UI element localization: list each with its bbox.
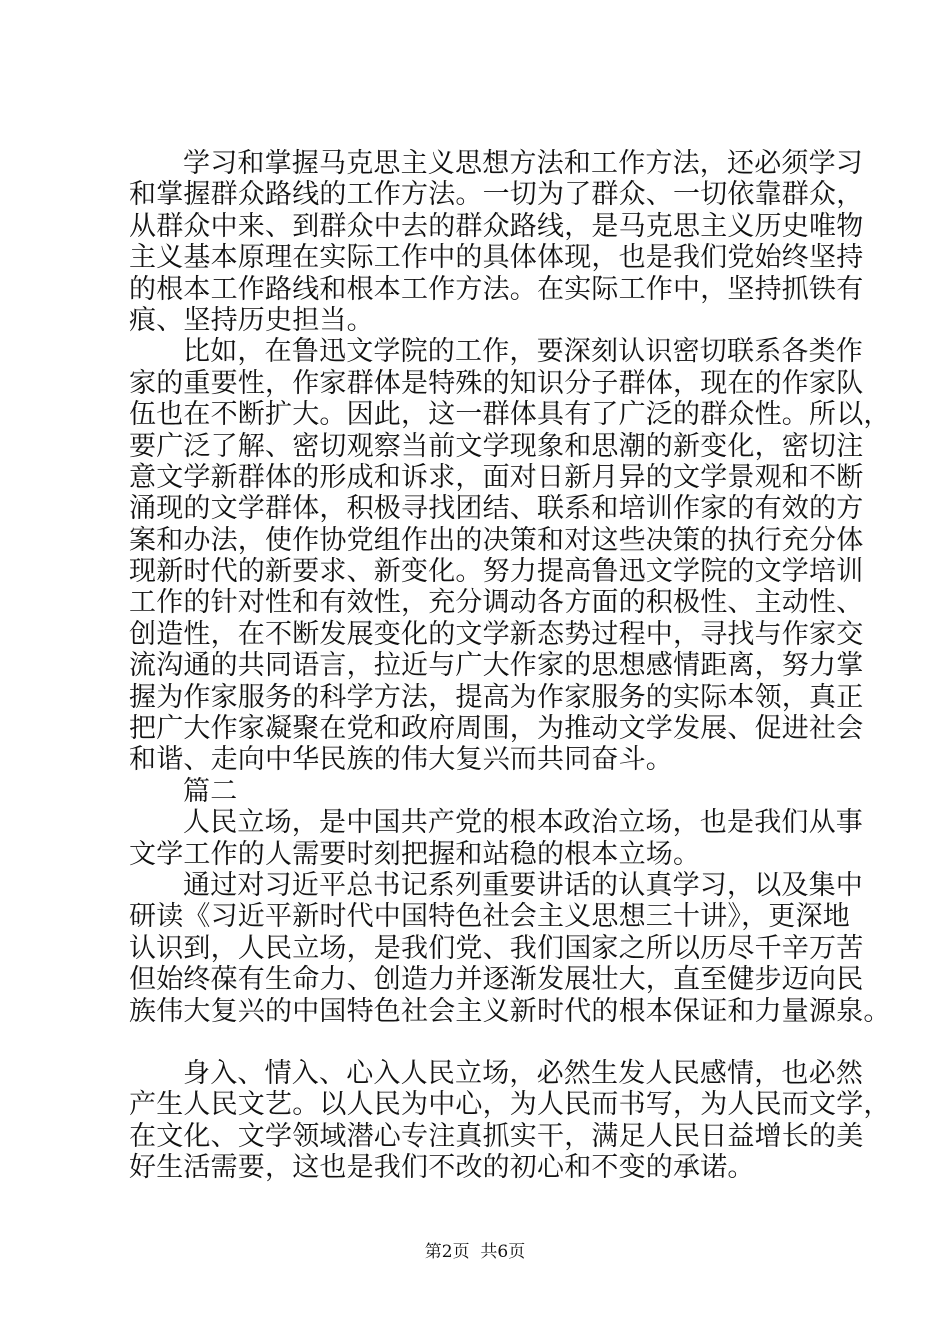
text-line: 要广泛了解、密切观察当前文学现象和思潮的新变化，密切注 [129,430,864,462]
text-line: 但始终葆有生命力、创造力并逐渐发展壮大，直至健步迈向民 [129,964,864,996]
text-line: 通过对习近平总书记系列重要讲话的认真学习，以及集中 [183,869,863,901]
text-line: 从群众中来、到群众中去的群众路线，是马克思主义历史唯物 [129,210,864,242]
paragraph [129,1057,891,1184]
text-line: 痕、坚持历史担当。 [129,304,374,336]
text-line: 人民立场，是中国共产党的根本政治立场，也是我们从事 [183,807,863,839]
text-line: 族伟大复兴的中国特色社会主义新时代的根本保证和力量源泉。 [129,995,891,1027]
paragraph [129,336,891,776]
page-number-footer: 第2页 共6页 [424,1242,526,1262]
text-line: 伍也在不断扩大。因此，这一群体具有了广泛的群众性。所以， [129,399,891,431]
text-line: 握为作家服务的科学方法，提高为作家服务的实际本领，真正 [129,681,864,713]
text-line: 意文学新群体的形成和诉求，面对日新月异的文学景观和不断 [129,461,864,493]
text-line: 比如，在鲁迅文学院的工作，要深刻认识密切联系各类作 [183,336,863,368]
text-line: 认识到，人民立场，是我们党、我们国家之所以历尽千辛万苦 [129,932,864,964]
paragraph [129,869,891,1027]
text-line: 产生人民文艺。以人民为中心，为人民而书写，为人民而文学， [129,1089,891,1121]
text-line: 现新时代的新要求、新变化。努力提高鲁迅文学院的文学培训 [129,556,864,588]
paragraph [129,148,864,336]
text-line: 好生活需要，这也是我们不改的初心和不变的承诺。 [129,1152,755,1184]
text-line: 在文化、文学领域潜心专注真抓实干，满足人民日益增长的美 [129,1120,864,1152]
section-heading-text: 篇二 [183,775,238,807]
section-heading [129,776,857,807]
text-line: 家的重要性，作家群体是特殊的知识分子群体，现在的作家队 [129,367,864,399]
text-line: 把广大作家凝聚在党和政府周围，为推动文学发展、促进社会 [129,713,864,745]
paragraph [129,807,863,870]
text-line: 涌现的文学群体，积极寻找团结、联系和培训作家的有效的方 [129,493,864,525]
text-line: 创造性，在不断发展变化的文学新态势过程中，寻找与作家交 [129,618,864,650]
page-body [129,148,891,1184]
text-line: 研读《习近平新时代中国特色社会主义思想三十讲》，更深地 [129,901,850,933]
text-line: 的根本工作路线和根本工作方法。在实际工作中，坚持抓铁有 [129,273,864,305]
text-line: 和谐、走向中华民族的伟大复兴而共同奋斗。 [129,744,673,776]
paragraph-spacer [129,1027,857,1058]
text-line: 案和办法，使作协党组作出的决策和对这些决策的执行充分体 [129,524,864,556]
text-line: 流沟通的共同语言，拉近与广大作家的思想感情距离，努力掌 [129,650,864,682]
text-line: 工作的针对性和有效性，充分调动各方面的积极性、主动性、 [129,587,864,619]
text-line: 身入、情入、心入人民立场，必然生发人民感情，也必然 [183,1057,863,1089]
text-line: 主义基本原理在实际工作中的具体体现，也是我们党始终坚持 [129,242,864,274]
text-line: 和掌握群众路线的工作方法。一切为了群众、一切依靠群众， [129,179,864,211]
text-line: 文学工作的人需要时刻把握和站稳的根本立场。 [129,838,701,870]
text-line: 学习和掌握马克思主义思想方法和工作方法，还必须学习 [183,148,863,179]
